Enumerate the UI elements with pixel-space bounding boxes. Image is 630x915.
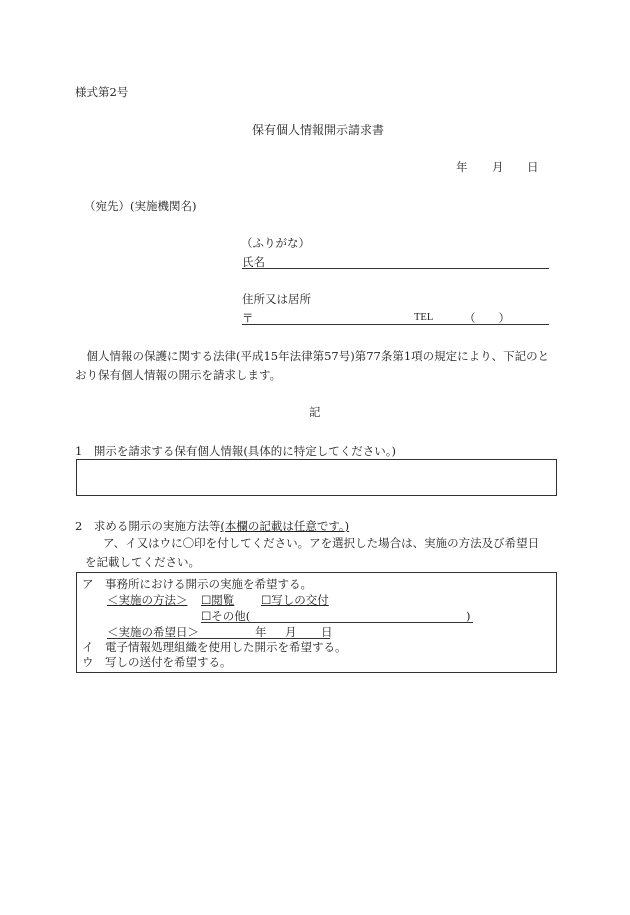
- date-month-field[interactable]: 月: [492, 160, 504, 174]
- desired-date-line: [107, 638, 330, 639]
- method-view-checkbox[interactable]: ☐閲覧: [201, 593, 235, 607]
- addressee-label: （宛先）(実施機関名): [84, 199, 197, 213]
- form-number: 様式第2号: [75, 85, 129, 99]
- section1-content: [77, 460, 556, 468]
- option-a[interactable]: ア 事務所における開示の実施を希望する。: [82, 577, 312, 591]
- section2-instruction: [75, 534, 539, 572]
- section2-heading-note: (本欄の記載は任意です。): [220, 519, 350, 533]
- section2-heading: [75, 519, 349, 533]
- intro-paragraph: [75, 347, 549, 385]
- option-i[interactable]: イ 電子情報処理組織を使用した開示を希望する。: [82, 640, 347, 654]
- address-label: 住所又は居所: [242, 292, 311, 306]
- intro-line-2: おり保有個人情報の開示を請求します。: [75, 368, 282, 382]
- method-copy-checkbox[interactable]: ☐写しの交付: [261, 593, 329, 607]
- intro-line-1: 個人情報の保護に関する法律(平成15年法律第57号)第77条第1項の規定により、下記のと: [75, 349, 550, 363]
- name-field-line[interactable]: [242, 268, 549, 269]
- ki-label: 記: [309, 405, 321, 419]
- section2-heading-prefix: 2 求める開示の実施方法等: [75, 519, 221, 533]
- date-label: ＜実施の希望日＞: [107, 625, 199, 639]
- address-field-line[interactable]: [242, 324, 549, 325]
- instruction-line-1: ア、イ又はウに〇印を付してください。アを選択した場合は、実施の方法及び希望日: [103, 536, 540, 550]
- tel-label: TEL: [414, 312, 434, 323]
- desired-date-day[interactable]: 日: [321, 625, 333, 639]
- method-other-checkbox[interactable]: ☐その他(: [201, 609, 251, 623]
- section1-input-box[interactable]: [76, 459, 557, 496]
- section1-heading: 1 開示を請求する保有個人情報(具体的に特定してください。): [75, 444, 397, 458]
- date-year-field[interactable]: 年: [456, 160, 468, 174]
- tel-area-code-parens: （ ）: [464, 311, 510, 325]
- section2-options-box: [76, 572, 557, 673]
- name-label: 氏名: [242, 255, 265, 269]
- desired-date-month[interactable]: 月: [285, 625, 297, 639]
- method-other-line[interactable]: [201, 622, 473, 623]
- instruction-line-2: を記載してください。: [85, 555, 200, 569]
- option-u[interactable]: ウ 写しの送付を希望する。: [82, 655, 232, 669]
- method-other-close: ): [466, 609, 471, 623]
- postal-mark: 〒: [242, 311, 254, 325]
- document-title: 保有個人情報開示請求書: [252, 123, 385, 137]
- date-day-field[interactable]: 日: [527, 160, 539, 174]
- furigana-label: （ふりがな）: [241, 236, 310, 250]
- method-label: ＜実施の方法＞: [107, 593, 188, 607]
- desired-date-year[interactable]: 年: [255, 625, 267, 639]
